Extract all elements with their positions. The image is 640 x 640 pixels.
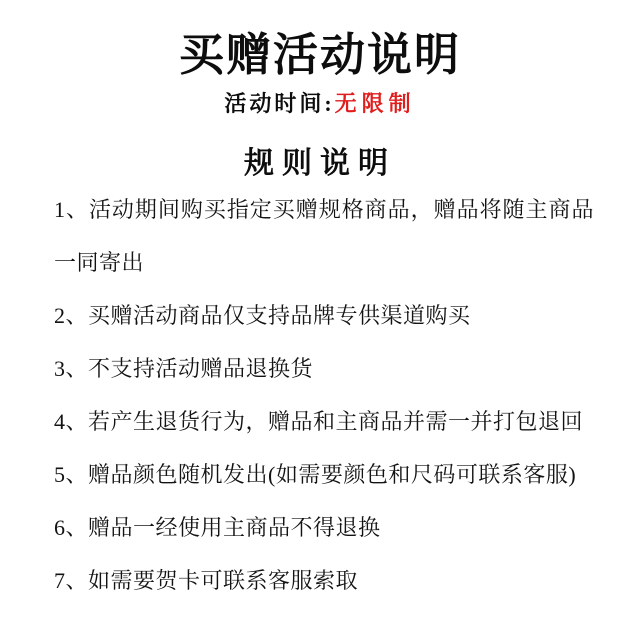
activity-time-line [0,90,640,119]
rule-item-3: 3、不支持活动赠品退换货 [54,355,314,381]
activity-time-value: 无限制 [334,91,416,116]
rule-item-4: 4、若产生退货行为，赠品和主商品并需一并打包退回 [54,408,584,434]
rules-list [0,183,640,607]
rule-item-5: 5、赠品颜色随机发出(如需要颜色和尺码可联系客服) [54,461,577,487]
activity-time-label: 活动时间: [224,91,335,116]
rule-item-6: 6、赠品一经使用主商品不得退换 [54,514,381,540]
rule-item-1: 1、活动期间购买指定买赠规格商品，赠品将随主商品一同寄出 [54,196,594,275]
rule-item-2: 2、买赠活动商品仅支持品牌专供渠道购买 [54,302,471,328]
rules-section-header: 规则说明 [244,146,396,180]
page-title: 买赠活动说明 [178,30,461,80]
rule-item-7: 7、如需要贺卡可联系客服索取 [54,567,359,593]
